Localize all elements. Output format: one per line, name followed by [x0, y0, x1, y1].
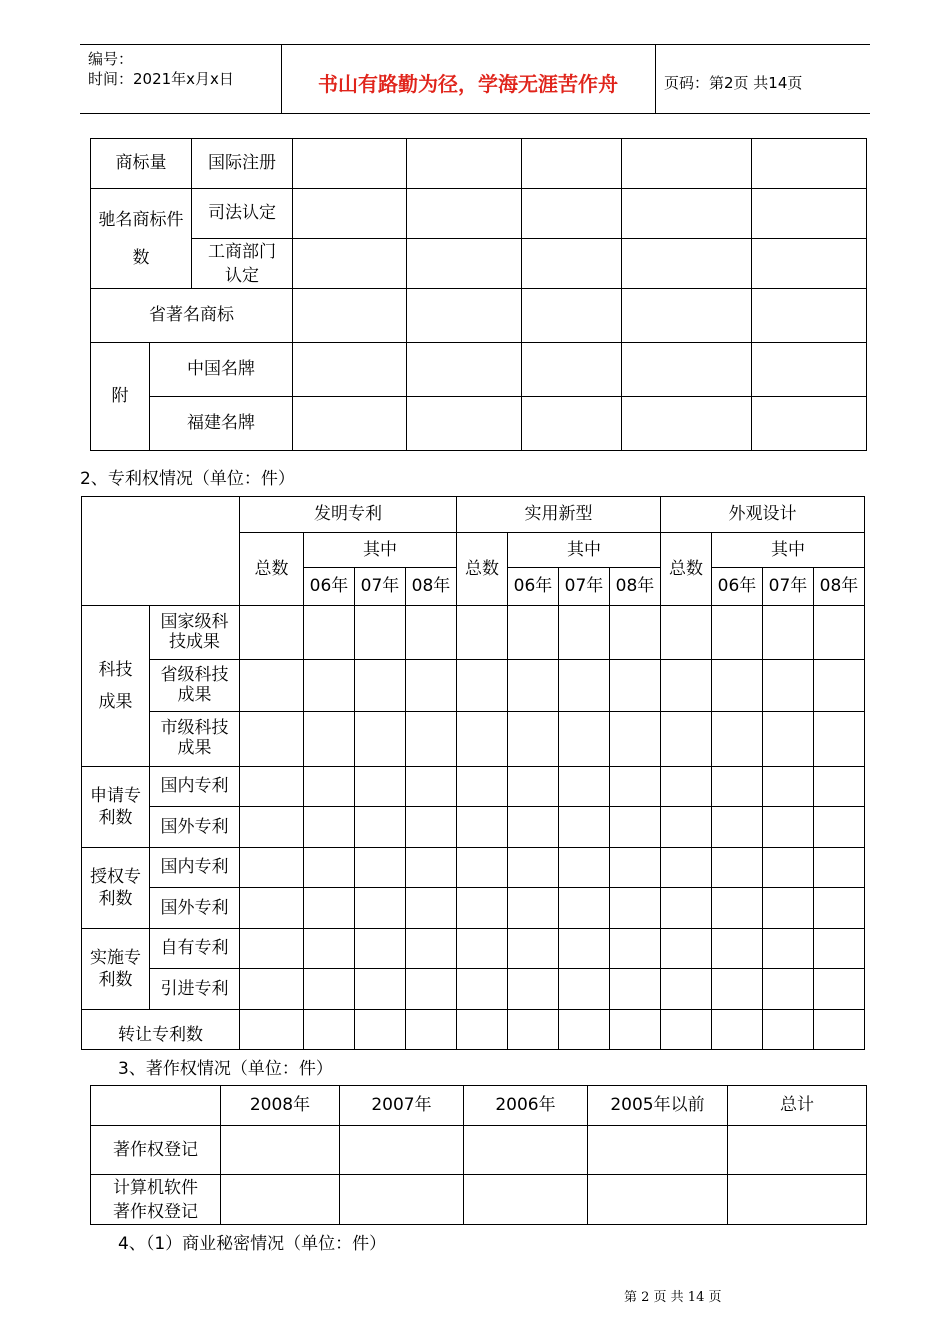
year-07-label: 07年 — [763, 568, 814, 606]
input-cell[interactable] — [304, 712, 355, 767]
year-08-label: 08年 — [814, 568, 865, 606]
input-cell[interactable] — [355, 969, 406, 1010]
input-cell[interactable] — [814, 1010, 865, 1050]
input-cell[interactable] — [457, 807, 508, 848]
well-known-trademark-label — [91, 189, 192, 289]
input-cell[interactable] — [610, 767, 661, 807]
input-cell[interactable] — [661, 1010, 712, 1050]
input-cell[interactable] — [752, 343, 867, 397]
input-cell[interactable] — [622, 189, 752, 239]
input-cell[interactable] — [407, 397, 522, 451]
input-cell[interactable] — [522, 139, 622, 189]
doc-number-label: 编号： — [88, 50, 134, 68]
among-label: 其中 — [304, 533, 457, 568]
input-cell[interactable] — [763, 888, 814, 929]
input-cell[interactable] — [293, 397, 407, 451]
copyright-col-before-2005: 2005年以前 — [588, 1086, 728, 1126]
input-cell[interactable] — [522, 397, 622, 451]
input-cell[interactable] — [763, 929, 814, 969]
input-cell[interactable] — [559, 888, 610, 929]
input-cell[interactable] — [221, 1126, 340, 1175]
input-cell[interactable] — [304, 1010, 355, 1050]
input-cell[interactable] — [522, 189, 622, 239]
year-06-label: 06年 — [508, 568, 559, 606]
input-cell[interactable] — [508, 807, 559, 848]
input-cell[interactable] — [355, 1010, 406, 1050]
input-cell[interactable] — [457, 848, 508, 888]
input-cell[interactable] — [355, 660, 406, 712]
input-cell[interactable] — [240, 807, 304, 848]
input-cell[interactable] — [712, 767, 763, 807]
input-cell[interactable] — [240, 660, 304, 712]
motto-title: 书山有路勤为径，学海无涯苦作舟 — [318, 72, 618, 96]
patent-group-design: 外观设计 — [661, 497, 865, 533]
input-cell[interactable] — [712, 606, 763, 660]
input-cell[interactable] — [610, 712, 661, 767]
header-bottom-rule — [80, 113, 870, 114]
input-cell[interactable] — [763, 712, 814, 767]
year-07-label: 07年 — [559, 568, 610, 606]
input-cell[interactable] — [814, 606, 865, 660]
input-cell[interactable] — [406, 606, 457, 660]
fujian-brand-label: 福建名牌 — [150, 397, 293, 451]
input-cell[interactable] — [752, 397, 867, 451]
patent-group-invention: 发明专利 — [240, 497, 457, 533]
input-cell[interactable] — [464, 1175, 588, 1225]
input-cell[interactable] — [508, 888, 559, 929]
input-cell[interactable] — [763, 767, 814, 807]
input-cell[interactable] — [304, 606, 355, 660]
trademark-table — [90, 138, 867, 451]
implemented-patent-label — [82, 929, 150, 1010]
copyright-registration-label: 著作权登记 — [91, 1126, 221, 1175]
software-copyright-label — [91, 1175, 221, 1225]
input-cell[interactable] — [622, 139, 752, 189]
input-cell[interactable] — [508, 606, 559, 660]
input-cell[interactable] — [610, 848, 661, 888]
input-cell[interactable] — [293, 343, 407, 397]
input-cell[interactable] — [355, 848, 406, 888]
input-cell[interactable] — [240, 767, 304, 807]
input-cell[interactable] — [559, 848, 610, 888]
input-cell[interactable] — [559, 712, 610, 767]
trademark-quantity-label: 商标量 — [91, 139, 192, 189]
input-cell[interactable] — [763, 807, 814, 848]
input-cell[interactable] — [763, 1010, 814, 1050]
input-cell[interactable] — [522, 239, 622, 289]
input-cell[interactable] — [508, 712, 559, 767]
apply-patent-text: 申请专利数 — [90, 786, 141, 828]
input-cell[interactable] — [559, 1010, 610, 1050]
input-cell[interactable] — [407, 189, 522, 239]
input-cell[interactable] — [304, 807, 355, 848]
input-cell[interactable] — [712, 1010, 763, 1050]
input-cell[interactable] — [464, 1126, 588, 1175]
input-cell[interactable] — [661, 660, 712, 712]
input-cell[interactable] — [712, 848, 763, 888]
input-cell[interactable] — [407, 239, 522, 289]
input-cell[interactable] — [304, 929, 355, 969]
input-cell[interactable] — [508, 969, 559, 1010]
input-cell[interactable] — [240, 969, 304, 1010]
input-cell[interactable] — [304, 660, 355, 712]
input-cell[interactable] — [610, 888, 661, 929]
input-cell[interactable] — [661, 807, 712, 848]
input-cell[interactable] — [814, 767, 865, 807]
input-cell[interactable] — [622, 343, 752, 397]
input-cell[interactable] — [763, 848, 814, 888]
input-cell[interactable] — [355, 888, 406, 929]
input-cell[interactable] — [728, 1126, 867, 1175]
patent-group-utility: 实用新型 — [457, 497, 661, 533]
apply-patent-label — [82, 767, 150, 848]
input-cell[interactable] — [240, 712, 304, 767]
input-cell[interactable] — [407, 343, 522, 397]
input-cell[interactable] — [661, 888, 712, 929]
national-sci-label — [150, 606, 240, 660]
input-cell[interactable] — [661, 767, 712, 807]
city-sci-label — [150, 712, 240, 767]
input-cell[interactable] — [752, 189, 867, 239]
input-cell[interactable] — [457, 1010, 508, 1050]
patent-corner-cell — [82, 497, 240, 606]
input-cell[interactable] — [559, 929, 610, 969]
input-cell[interactable] — [355, 606, 406, 660]
input-cell[interactable] — [661, 712, 712, 767]
sci-achievement-label — [82, 606, 150, 767]
input-cell[interactable] — [559, 606, 610, 660]
input-cell[interactable] — [457, 969, 508, 1010]
total-label: 总数 — [240, 533, 304, 606]
input-cell[interactable] — [814, 969, 865, 1010]
sci-achievement-text: 科技成果 — [98, 660, 133, 712]
commerce-recognition-text: 工商部门认定 — [208, 241, 276, 286]
input-cell[interactable] — [293, 139, 407, 189]
input-cell[interactable] — [752, 139, 867, 189]
input-cell[interactable] — [457, 888, 508, 929]
input-cell[interactable] — [763, 969, 814, 1010]
input-cell[interactable] — [661, 929, 712, 969]
domestic-patent-label: 国内专利 — [150, 848, 240, 888]
input-cell[interactable] — [240, 848, 304, 888]
input-cell[interactable] — [304, 848, 355, 888]
input-cell[interactable] — [457, 606, 508, 660]
provincial-sci-label — [150, 660, 240, 712]
input-cell[interactable] — [293, 189, 407, 239]
copyright-col-2007: 2007年 — [340, 1086, 464, 1126]
input-cell[interactable] — [240, 888, 304, 929]
input-cell[interactable] — [406, 848, 457, 888]
header-divider-right — [655, 44, 656, 114]
granted-patent-label — [82, 848, 150, 929]
input-cell[interactable] — [661, 848, 712, 888]
input-cell[interactable] — [457, 767, 508, 807]
city-sci-text: 市级科技成果 — [160, 718, 229, 758]
input-cell[interactable] — [406, 929, 457, 969]
input-cell[interactable] — [712, 929, 763, 969]
doc-time-label: 时间：2021年x月x日 — [88, 70, 234, 88]
judicial-recognition-label: 司法认定 — [192, 189, 293, 239]
input-cell[interactable] — [559, 969, 610, 1010]
input-cell[interactable] — [559, 807, 610, 848]
input-cell[interactable] — [712, 888, 763, 929]
attached-label: 附 — [91, 343, 150, 451]
input-cell[interactable] — [610, 807, 661, 848]
among-label: 其中 — [712, 533, 865, 568]
input-cell[interactable] — [508, 1010, 559, 1050]
page-footer: 第 2 页 共 14 页 — [624, 1290, 722, 1305]
copyright-col-2008: 2008年 — [221, 1086, 340, 1126]
input-cell[interactable] — [240, 606, 304, 660]
input-cell[interactable] — [355, 767, 406, 807]
year-07-label: 07年 — [355, 568, 406, 606]
input-cell[interactable] — [661, 969, 712, 1010]
input-cell[interactable] — [763, 606, 814, 660]
input-cell[interactable] — [814, 929, 865, 969]
input-cell[interactable] — [814, 807, 865, 848]
copyright-col-total: 总计 — [728, 1086, 867, 1126]
input-cell[interactable] — [457, 712, 508, 767]
domestic-patent-label: 国内专利 — [150, 767, 240, 807]
input-cell[interactable] — [304, 888, 355, 929]
input-cell[interactable] — [763, 660, 814, 712]
input-cell[interactable] — [406, 969, 457, 1010]
input-cell[interactable] — [610, 1010, 661, 1050]
section-3-title: 3、著作权情况（单位：件） — [118, 1059, 333, 1079]
input-cell[interactable] — [240, 1010, 304, 1050]
implemented-patent-text: 实施专利数 — [90, 948, 141, 990]
input-cell[interactable] — [407, 139, 522, 189]
input-cell[interactable] — [610, 929, 661, 969]
input-cell[interactable] — [752, 289, 867, 343]
input-cell[interactable] — [610, 969, 661, 1010]
input-cell[interactable] — [559, 660, 610, 712]
input-cell[interactable] — [508, 660, 559, 712]
input-cell[interactable] — [457, 660, 508, 712]
input-cell[interactable] — [661, 606, 712, 660]
input-cell[interactable] — [610, 606, 661, 660]
input-cell[interactable] — [406, 888, 457, 929]
total-label: 总数 — [457, 533, 508, 606]
input-cell[interactable] — [522, 289, 622, 343]
commerce-recognition-label — [192, 239, 293, 289]
input-cell[interactable] — [712, 660, 763, 712]
provincial-sci-text: 省级科技成果 — [160, 664, 229, 705]
year-08-label: 08年 — [406, 568, 457, 606]
input-cell[interactable] — [588, 1126, 728, 1175]
input-cell[interactable] — [355, 807, 406, 848]
among-label: 其中 — [508, 533, 661, 568]
input-cell[interactable] — [712, 712, 763, 767]
input-cell[interactable] — [622, 239, 752, 289]
input-cell[interactable] — [406, 712, 457, 767]
section-2-title: 2、专利权情况（单位：件） — [80, 469, 295, 489]
input-cell[interactable] — [406, 807, 457, 848]
year-06-label: 06年 — [712, 568, 763, 606]
input-cell[interactable] — [293, 289, 407, 343]
input-cell[interactable] — [355, 929, 406, 969]
input-cell[interactable] — [508, 848, 559, 888]
input-cell[interactable] — [355, 712, 406, 767]
input-cell[interactable] — [340, 1126, 464, 1175]
page-indicator: 页码：第2页 共14页 — [664, 74, 803, 92]
foreign-patent-label: 国外专利 — [150, 888, 240, 929]
input-cell[interactable] — [814, 848, 865, 888]
transfer-patent-label: 转让专利数 — [82, 1010, 240, 1050]
input-cell[interactable] — [728, 1175, 867, 1225]
input-cell[interactable] — [752, 239, 867, 289]
year-08-label: 08年 — [610, 568, 661, 606]
input-cell[interactable] — [588, 1175, 728, 1225]
input-cell[interactable] — [240, 929, 304, 969]
input-cell[interactable] — [304, 969, 355, 1010]
provincial-trademark-label: 省著名商标 — [91, 289, 293, 343]
input-cell[interactable] — [814, 888, 865, 929]
input-cell[interactable] — [406, 660, 457, 712]
national-sci-text: 国家级科技成果 — [160, 611, 229, 652]
intl-registration-label: 国际注册 — [192, 139, 293, 189]
well-known-trademark-text: 驰名商标件数 — [98, 209, 184, 268]
input-cell[interactable] — [293, 239, 407, 289]
input-cell[interactable] — [508, 767, 559, 807]
input-cell[interactable] — [508, 929, 559, 969]
input-cell[interactable] — [814, 660, 865, 712]
section-4-title: 4、（1）商业秘密情况（单位：件） — [118, 1234, 387, 1254]
input-cell[interactable] — [712, 969, 763, 1010]
software-copyright-text: 计算机软件著作权登记 — [113, 1177, 198, 1222]
input-cell[interactable] — [304, 767, 355, 807]
own-patent-label: 自有专利 — [150, 929, 240, 969]
introduced-patent-label: 引进专利 — [150, 969, 240, 1010]
input-cell[interactable] — [814, 712, 865, 767]
input-cell[interactable] — [406, 1010, 457, 1050]
input-cell[interactable] — [712, 807, 763, 848]
china-brand-label: 中国名牌 — [150, 343, 293, 397]
input-cell[interactable] — [559, 767, 610, 807]
input-cell[interactable] — [457, 929, 508, 969]
input-cell[interactable] — [622, 289, 752, 343]
foreign-patent-label: 国外专利 — [150, 807, 240, 848]
input-cell[interactable] — [406, 767, 457, 807]
copyright-corner-cell — [91, 1086, 221, 1126]
copyright-table — [90, 1085, 867, 1225]
year-06-label: 06年 — [304, 568, 355, 606]
header-top-rule — [80, 44, 870, 45]
total-label: 总数 — [661, 533, 712, 606]
input-cell[interactable] — [622, 397, 752, 451]
input-cell[interactable] — [340, 1175, 464, 1225]
input-cell[interactable] — [407, 289, 522, 343]
granted-patent-text: 授权专利数 — [90, 867, 141, 909]
input-cell[interactable] — [522, 343, 622, 397]
copyright-col-2006: 2006年 — [464, 1086, 588, 1126]
input-cell[interactable] — [610, 660, 661, 712]
input-cell[interactable] — [221, 1175, 340, 1225]
patent-table — [81, 496, 865, 1050]
